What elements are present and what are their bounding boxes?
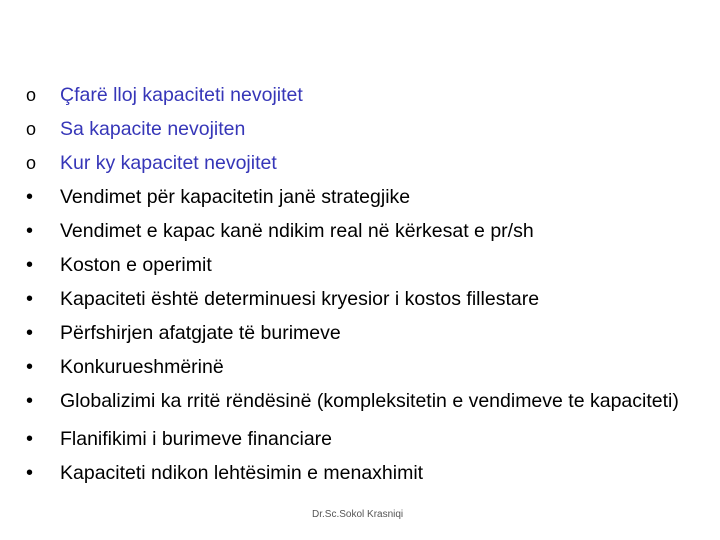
list-item xyxy=(22,180,702,214)
list-item xyxy=(22,316,702,350)
dot-bullet-icon: • xyxy=(26,462,34,484)
bullet-list xyxy=(22,78,702,490)
list-item xyxy=(22,78,702,112)
list-item-text: Vendimet për kapacitetin janë strategjike xyxy=(60,186,411,208)
list-item-text: Kapaciteti është determinuesi kryesior i kostos fillestare xyxy=(60,288,540,310)
dot-bullet-icon: • xyxy=(26,356,34,378)
list-item-text: Kur ky kapacitet nevojitet xyxy=(60,152,277,174)
list-item xyxy=(22,456,702,490)
list-item-text: Sa kapacite nevojiten xyxy=(60,118,246,140)
list-item-text: Konkurueshmërinë xyxy=(60,356,224,378)
list-item-text: Çfarë lloj kapaciteti nevojitet xyxy=(60,84,303,106)
list-item xyxy=(22,248,702,282)
list-item xyxy=(22,112,702,146)
dot-bullet-icon: • xyxy=(26,186,34,208)
list-item xyxy=(22,282,702,316)
list-item xyxy=(22,350,702,384)
list-item-text: Flanifikimi i burimeve financiare xyxy=(60,428,333,450)
dot-bullet-icon: • xyxy=(26,288,34,310)
list-item xyxy=(22,384,702,418)
list-item xyxy=(22,146,702,180)
dot-bullet-icon: • xyxy=(26,428,34,450)
circle-bullet-icon: o xyxy=(26,119,37,139)
list-item xyxy=(22,422,702,456)
list-item-text: Kapaciteti ndikon lehtësimin e menaxhimit xyxy=(60,462,424,484)
list-item-text: Vendimet e kapac kanë ndikim real në kërkesat e pr/sh xyxy=(60,220,534,242)
list-item-text: Koston e operimit xyxy=(60,254,212,276)
author-footer: Dr.Sc.Sokol Krasniqi xyxy=(312,509,404,520)
circle-bullet-icon: o xyxy=(26,153,37,173)
dot-bullet-icon: • xyxy=(26,390,34,412)
list-item xyxy=(22,214,702,248)
dot-bullet-icon: • xyxy=(26,322,34,344)
circle-bullet-icon: o xyxy=(26,85,37,105)
dot-bullet-icon: • xyxy=(26,220,34,242)
list-item-text: Globalizimi ka rritë rëndësinë (kompleksitetin e vendimeve te kapaciteti) xyxy=(60,390,679,412)
dot-bullet-icon: • xyxy=(26,254,34,276)
list-item-text: Përfshirjen afatgjate të burimeve xyxy=(60,322,341,344)
